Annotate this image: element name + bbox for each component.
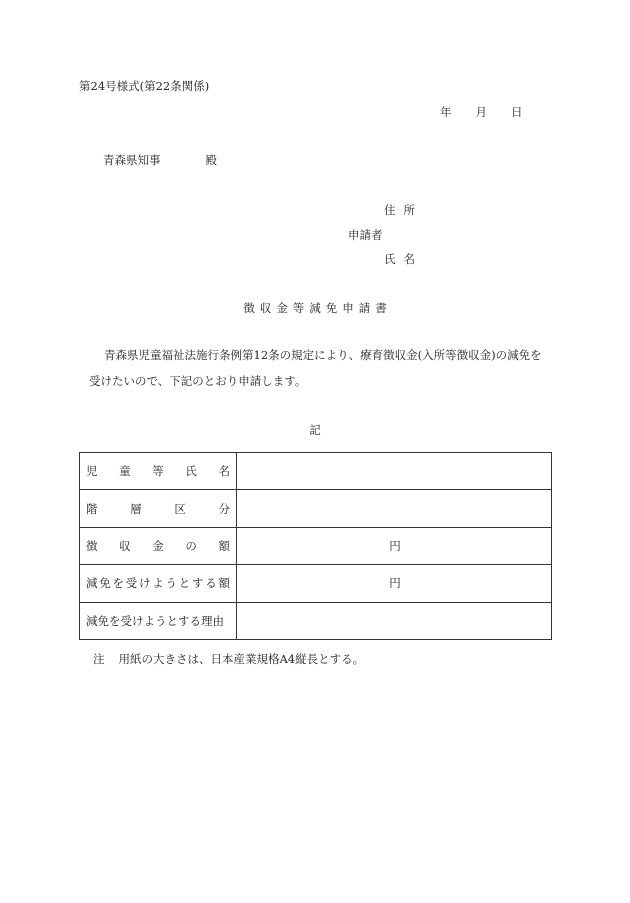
address-label: 住所 xyxy=(384,203,423,217)
recipient-name: 青森県知事 xyxy=(103,153,161,167)
addressee xyxy=(103,155,217,167)
yen-unit: 円 xyxy=(389,576,401,591)
row-label xyxy=(86,463,230,479)
row-label-char: す xyxy=(192,576,204,591)
applicant-label: 申請者 xyxy=(348,228,383,242)
row-label-char: 徴 xyxy=(86,538,98,553)
table-row xyxy=(80,565,552,602)
row-label-char: 減 xyxy=(86,576,98,591)
row-label-cell xyxy=(80,490,237,527)
row-label-char: 童 xyxy=(119,464,131,479)
row-label-cell xyxy=(80,453,237,490)
row-label-char: 名 xyxy=(218,464,230,479)
row-value-cell[interactable] xyxy=(237,490,552,527)
row-label-char: 等 xyxy=(152,464,164,479)
document-title: 徴収金等減免申請書 xyxy=(243,301,392,315)
form-number: 第24号様式(第22条関係) xyxy=(79,79,210,93)
table-row xyxy=(80,602,552,639)
date-month-label: 月 xyxy=(475,105,487,119)
row-label xyxy=(86,501,230,517)
row-label-char: 額 xyxy=(218,576,230,591)
row-label-char: 層 xyxy=(130,501,142,516)
name-label: 氏名 xyxy=(384,252,423,266)
row-label-char: 金 xyxy=(152,538,164,553)
detail-table xyxy=(79,452,552,640)
table-row xyxy=(80,527,552,564)
table-row xyxy=(80,453,552,490)
row-label-char: け xyxy=(139,576,151,591)
date-day-label: 日 xyxy=(511,105,523,119)
recipient-honorific: 殿 xyxy=(205,153,217,167)
table-row xyxy=(80,490,552,527)
body-text-line-1: 青森県児童福祉法施行条例第12条の規定により、療育徴収金(入所等徴収金)の減免を xyxy=(104,348,542,362)
row-label: 減免を受けようとする理由 xyxy=(86,613,224,628)
row-label-char: の xyxy=(185,538,197,553)
row-label-char: 児 xyxy=(86,464,98,479)
row-label-char: 額 xyxy=(218,538,230,553)
row-label xyxy=(86,575,230,591)
row-label-char: 階 xyxy=(86,501,98,516)
yen-unit: 円 xyxy=(389,538,401,553)
row-label-char: 免 xyxy=(99,576,111,591)
row-value-cell[interactable] xyxy=(237,453,552,490)
row-label xyxy=(86,538,230,554)
note xyxy=(93,654,364,666)
row-label-char: る xyxy=(205,576,217,591)
ki-heading: 記 xyxy=(309,423,321,437)
row-label-char: 氏 xyxy=(185,464,197,479)
row-label-cell xyxy=(80,565,237,602)
row-label-char: 収 xyxy=(119,538,131,553)
row-value-cell[interactable] xyxy=(237,565,552,602)
row-label-cell xyxy=(80,527,237,564)
row-value-cell[interactable] xyxy=(237,602,552,639)
row-label-cell xyxy=(80,602,237,639)
date-year-label: 年 xyxy=(440,105,452,119)
row-label-char: よ xyxy=(152,576,164,591)
body-text-line-2: 受けたいので、下記のとおり申請します。 xyxy=(89,374,307,388)
row-label-char: う xyxy=(165,576,177,591)
row-label-char: 分 xyxy=(218,501,230,516)
date-line xyxy=(440,107,523,119)
row-label-char: 区 xyxy=(174,501,186,516)
row-label-char: と xyxy=(178,576,191,591)
note-text: 用紙の大きさは、日本産業規格A4縦長とする。 xyxy=(118,652,365,666)
row-value-cell[interactable] xyxy=(237,527,552,564)
row-label-char: を xyxy=(112,576,124,591)
note-prefix: 注 xyxy=(93,652,105,666)
row-label-char: 受 xyxy=(125,576,138,591)
